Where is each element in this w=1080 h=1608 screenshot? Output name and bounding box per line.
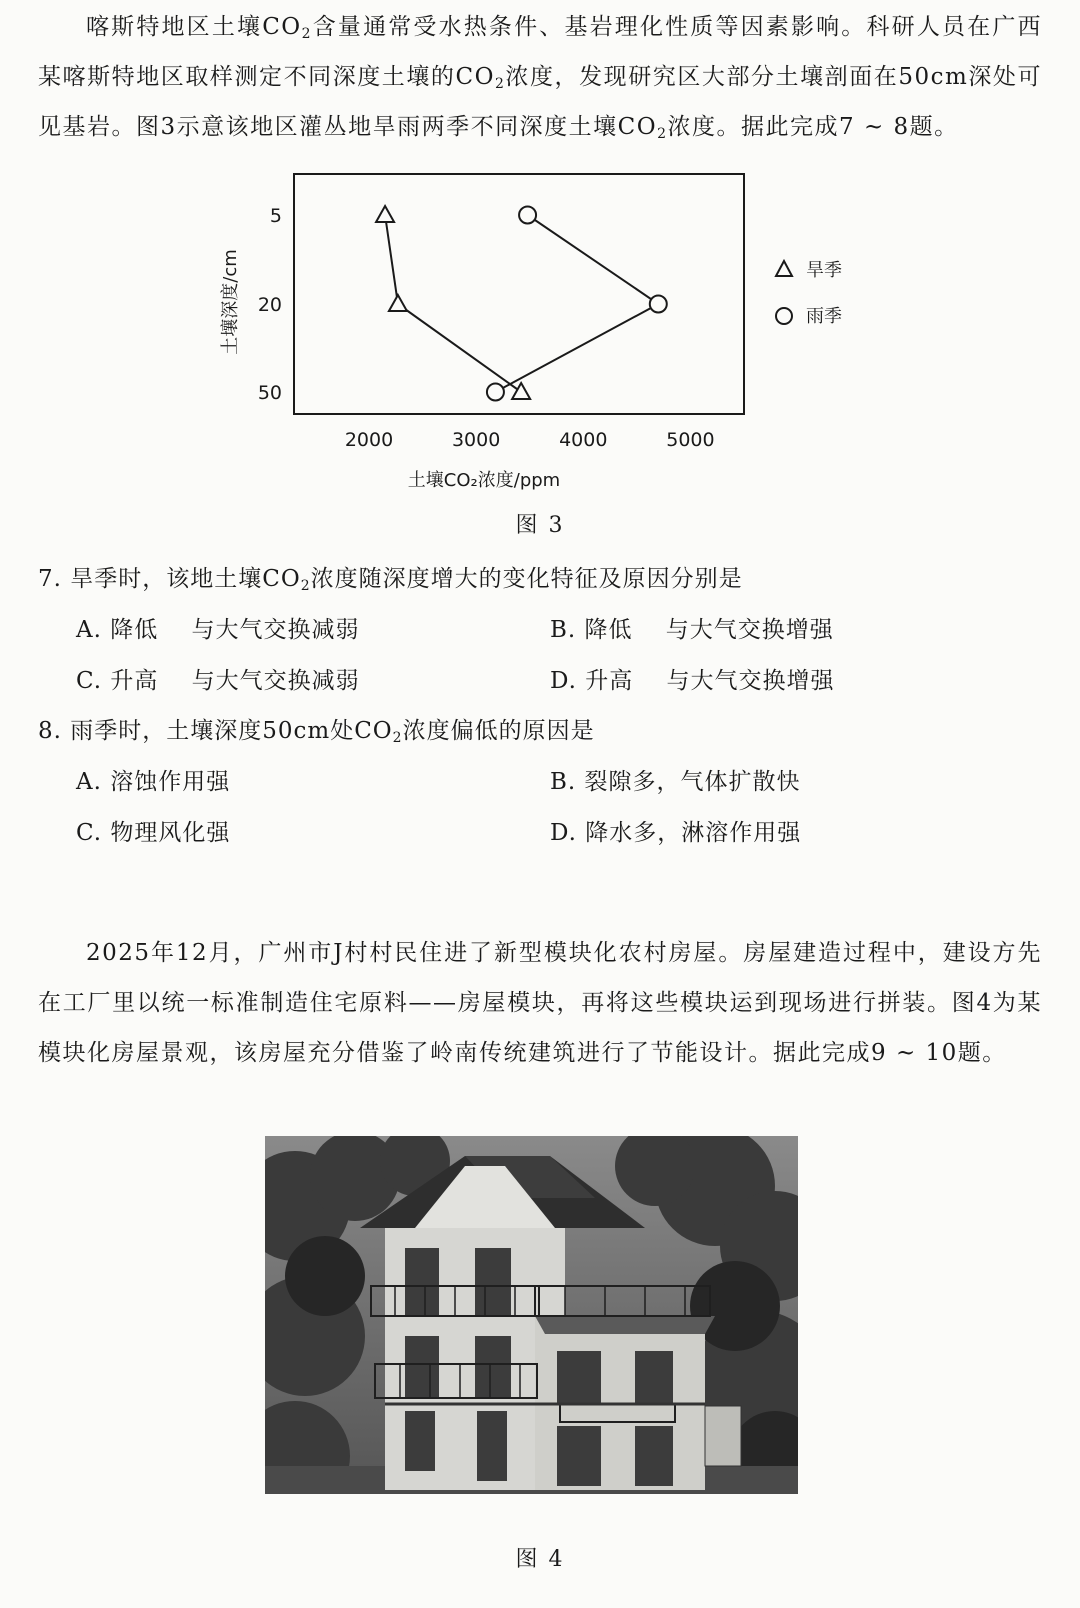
subscript: 2 xyxy=(301,26,313,42)
series-line-wet xyxy=(495,215,658,392)
legend-label-wet: 雨季 xyxy=(806,306,842,327)
legend-label-dry: 旱季 xyxy=(806,260,842,281)
data-point-triangle xyxy=(512,383,530,399)
y-tick-label: 50 xyxy=(257,382,282,404)
x-tick-label: 2000 xyxy=(344,429,394,451)
x-tick-label: 4000 xyxy=(559,429,608,451)
legend-marker-circle xyxy=(776,308,792,324)
question-7 xyxy=(38,562,743,596)
passage1-text-a: 喀斯特地区土壤CO xyxy=(86,14,302,40)
passage1-text-c: 浓度，发现研究区大部分土壤剖面在50cm深处可见基岩。图3示意该地区灌丛地旱雨两季不同深度土壤CO xyxy=(38,64,1042,140)
data-point-triangle xyxy=(389,295,407,311)
q8-option-b[interactable]: B. 裂隙多，气体扩散快 xyxy=(550,769,801,795)
y-axis-label: 土壤深度/cm xyxy=(220,249,241,355)
subscript: 2 xyxy=(392,730,403,746)
passage-intro-karst xyxy=(38,2,1042,152)
y-tick-label: 5 xyxy=(269,205,282,227)
passage1-text-b: 含量通常受水热条件、基岩理化性质等因素影响。科研人员在广西某喀斯特地区取样测定不同深度土壤的CO xyxy=(38,14,1042,90)
series-line-dry xyxy=(385,215,521,392)
q7-stem-a: 7. 旱季时，该地土壤CO xyxy=(38,566,301,592)
plot-frame xyxy=(294,174,744,414)
data-point-triangle xyxy=(376,206,394,222)
x-tick-label: 3000 xyxy=(451,429,501,451)
subscript: 2 xyxy=(494,76,506,92)
data-point-circle xyxy=(487,384,504,401)
data-point-circle xyxy=(650,296,667,313)
subscript: 2 xyxy=(657,126,668,142)
q8-option-d[interactable]: D. 降水多，淋溶作用强 xyxy=(550,820,802,846)
question-8 xyxy=(38,714,595,748)
x-tick-label: 5000 xyxy=(666,429,715,451)
subscript: 2 xyxy=(300,578,311,594)
q7-option-d[interactable]: D. 升高 与大气交换增强 xyxy=(550,668,835,694)
figure3-chart xyxy=(200,162,880,542)
q7-option-c[interactable]: C. 升高 与大气交换减弱 xyxy=(76,668,360,694)
data-point-circle xyxy=(519,207,536,224)
q8-option-a[interactable]: A. 溶蚀作用强 xyxy=(76,769,231,795)
figure3-caption: 图 3 xyxy=(515,513,565,538)
y-tick-label: 20 xyxy=(257,294,282,316)
figure4-caption: 图 4 xyxy=(515,1547,565,1572)
q8-option-c[interactable]: C. 物理风化强 xyxy=(76,820,231,846)
legend-marker-triangle xyxy=(776,261,792,276)
q7-option-b[interactable]: B. 降低 与大气交换增强 xyxy=(550,617,834,643)
q7-option-a[interactable]: A. 降低 与大气交换减弱 xyxy=(76,617,360,643)
q8-stem-b: 浓度偏低的原因是 xyxy=(402,718,595,744)
figure4-house-photo xyxy=(265,1136,798,1494)
q8-stem-a: 8. 雨季时，土壤深度50cm处CO xyxy=(38,718,393,744)
x-axis-label: 土壤CO₂浓度/ppm xyxy=(407,470,561,491)
q7-stem-b: 浓度随深度增大的变化特征及原因分别是 xyxy=(310,566,743,592)
passage-modular-housing: 2025年12月，广州市J村村民住进了新型模块化农村房屋。房屋建造过程中，建设方先在工厂里以统一标准制造住宅原料——房屋模块，再将这些模块运到现场进行拼装。图4为某模块化房屋景观，该房屋充分借鉴了岭南传统建筑进行了节能设计。据此完成9 ~ 10题。 xyxy=(38,940,1042,1066)
passage1-text-d: 浓度。据此完成7 ~ 8题。 xyxy=(667,114,959,140)
